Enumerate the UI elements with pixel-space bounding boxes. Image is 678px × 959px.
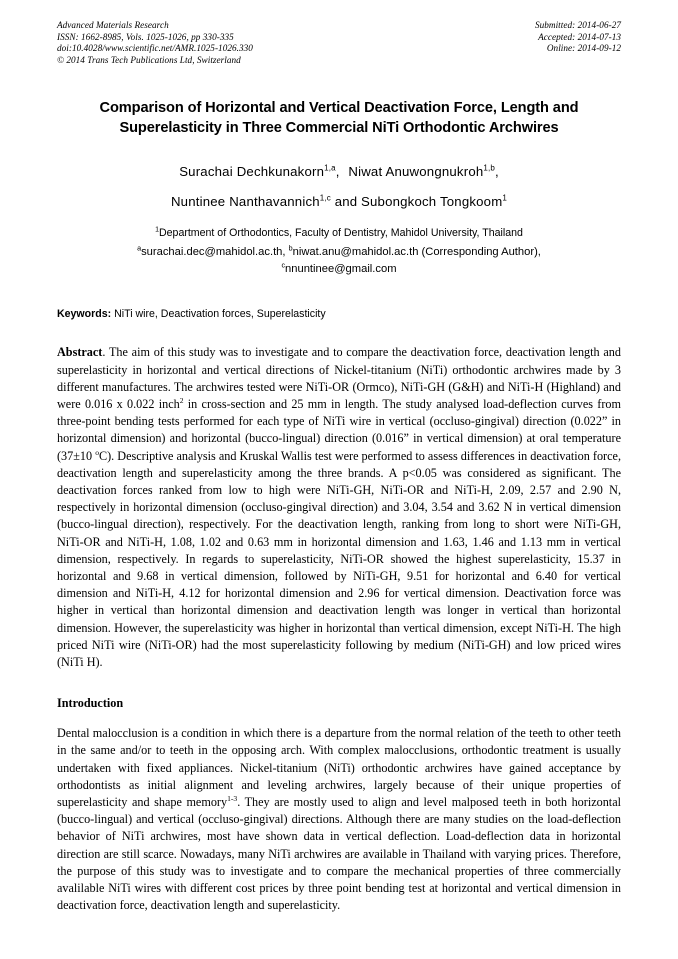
author-affiliation-marker: 1,b [483,163,495,173]
keywords-value: NiTi wire, Deactivation forces, Superelasticity [111,308,326,321]
abstract-text-part-3: C). Descriptive analysis and Kruskal Wallis test were performed to assess differences in deactivation force, deactivation length and superelasticity among the three brands. A p<0.05 was considered as significant. The deactivation forces ranked from low to high were NiTi-GH, NiTi-OR and NiTi-H, 2.09, 2.57 and 2.90 N, respectively in horizontal dimension (occluso-gingival direction) and 3.04, 3.54 and 3.62 N in vertical dimension (bucco-lingual direction), respectively. For the deactivation length, ranking from long to short were NiTi-GH, NiTi-OR and NiTi-H, 1.08, 1.02 and 0.63 mm in horizontal dimension and 1.63, 1.46 and 1.13 mm in vertical dimension, respectively. In regards to superelasticity, NiTi-OR showed the highest superelasticity, 15.37 in horizontal and 9.68 in vertical dimension, followed by NiTi-GH, 9.51 for horizontal and 6.40 for vertical dimension and NiTi-H, 4.12 for horizontal dimension and 2.96 for vertical dimension. Deactivation force was higher in vertical than horizontal dimension and deactivation length was longer in vertical than horizontal dimension. However, the superelasticity was higher in horizontal than vertical dimension, except NiTi-H. The high priced NiTi wire (NiTi-OR) had the most superelasticity following by medium (NiTi-GH) and low priced wires (NiTi H). [57,448,621,670]
email-line-2 [57,261,621,278]
accepted-date: Accepted: 2014-07-13 [538,31,621,42]
author-name: Nuntinee Nanthavannich [170,194,320,210]
abstract-label: Abstract [57,345,103,360]
abstract-paragraph [57,344,621,671]
email-marker-b: b [288,243,293,253]
author-separator: , [494,164,499,180]
page-title [57,98,621,138]
submitted-date: Submitted: 2014-06-27 [534,20,621,30]
introduction-text-part-1: Dental malocclusion is a condition in which there is a departure from the normal relation of the teeth to other teeth in the same and/or to teeth in the opposing arch. With complex malocclusions, orthodontic treatment is usually undertaken with fixed appliances. Nickel-titanium (NiTi) orthodontic archwires have gained acceptance by orthodontists as initial alignment and leveling archwires, largely because of their unique properties of superelasticity and shape memory [57,726,621,810]
citation-reference-1-3[interactable]: 1-3 [227,793,238,803]
affiliation-text: Department of Orthodontics, Faculty of Dentistry, Mahidol University, Thailand [159,227,523,240]
author-list [57,157,621,217]
email-line-1 [57,244,621,261]
author-emails [57,244,621,278]
email-address-c[interactable]: nnuntinee@gmail.com [285,263,397,276]
author-affiliation-marker: 1 [502,193,508,203]
email-marker-a: a [137,243,142,253]
affiliation [57,224,621,242]
author-name: Surachai Dechkunakorn [179,164,325,180]
author-line-1 [57,157,621,187]
author-affiliation-marker: 1,a [324,163,336,173]
title-line-1: Comparison of Horizontal and Vertical Deactivation Force, Length and [99,100,579,117]
author-name: Niwat Anuwongnukroh [348,164,484,180]
keywords-line [57,307,621,322]
author-separator: , [335,164,344,180]
email-address-a[interactable]: surachai.dec@mahidol.ac.th, [141,246,289,259]
author-name: Subongkoch Tongkoom [361,194,503,210]
abstract-superscript-squared: 2 [179,395,184,405]
section-heading-introduction: Introduction [57,696,124,711]
journal-doi: doi:10.4028/www.scientific.net/AMR.1025-1026.330 [57,43,253,54]
journal-copyright: © 2014 Trans Tech Publications Ltd, Switzerland [57,54,241,65]
abstract-text-part-2: in cross-section and 25 mm in length. The study analysed load-deflection curves from three-point bending tests performed for each type of NiTi wire in vertical (occluso-gingival) direction (0.022” in horizontal dimension) and horizontal (bucco-lingual) direction (0.016” in vertical dimension) at oral temperature (37±10 [57,396,621,463]
author-affiliation-marker: 1,c [319,193,331,203]
email-address-b[interactable]: niwat.anu@mahidol.ac.th (Corresponding Author), [292,246,541,259]
email-marker-c: c [281,260,286,270]
keywords-label: Keywords: [57,308,112,321]
author-separator: and [330,194,362,210]
title-line-2: Superelasticity in Three Commercial NiTi Orthodontic Archwires [119,120,559,137]
affiliation-marker: 1 [155,226,160,234]
author-line-2 [57,187,621,217]
journal-issn-volume: ISSN: 1662-8985, Vols. 1025-1026, pp 330-335 [57,31,234,42]
introduction-text-part-2: . They are mostly used to align and level malposed teeth in both horizontal (bucco-lingual) and vertical (occluso-gingival) directions. Although there are many studies on the load-deflection behavior of NiTi archwires, most have shown data in vertical deflection. Load-deflection data in horizontal direction are still scarce. Nowadays, many NiTi archwires are available in Thailand with varying prices. Therefore, the purpose of this study was to investigate and to compare the mechanical properties of three commercially avalilable NiTi wires with different cost prices by three point bending test at horizontal and vertical dimension in deactivation force, deactivation length and superelasticity. [57,795,621,913]
online-date: Online: 2014-09-12 [546,43,621,54]
abstract-text-part-1: . The aim of this study was to investigate and to compare the deactivation force, deactivation length and superelasticity in horizontal and vertical directions of Nickel-titanium (NiTi) orthodontic archwires made by 3 different manufactures. The archwires tested were NiTi-OR (Ormco), NiTi-GH (G&H) and NiTi-H (Highland) and were 0.016 x 0.022 inch [57,345,621,411]
journal-header-left [57,20,253,66]
abstract-superscript-degree: o [95,447,99,457]
journal-header-right [535,20,621,55]
journal-header [57,20,621,66]
journal-name: Advanced Materials Research [57,20,169,30]
introduction-paragraph [57,725,621,914]
